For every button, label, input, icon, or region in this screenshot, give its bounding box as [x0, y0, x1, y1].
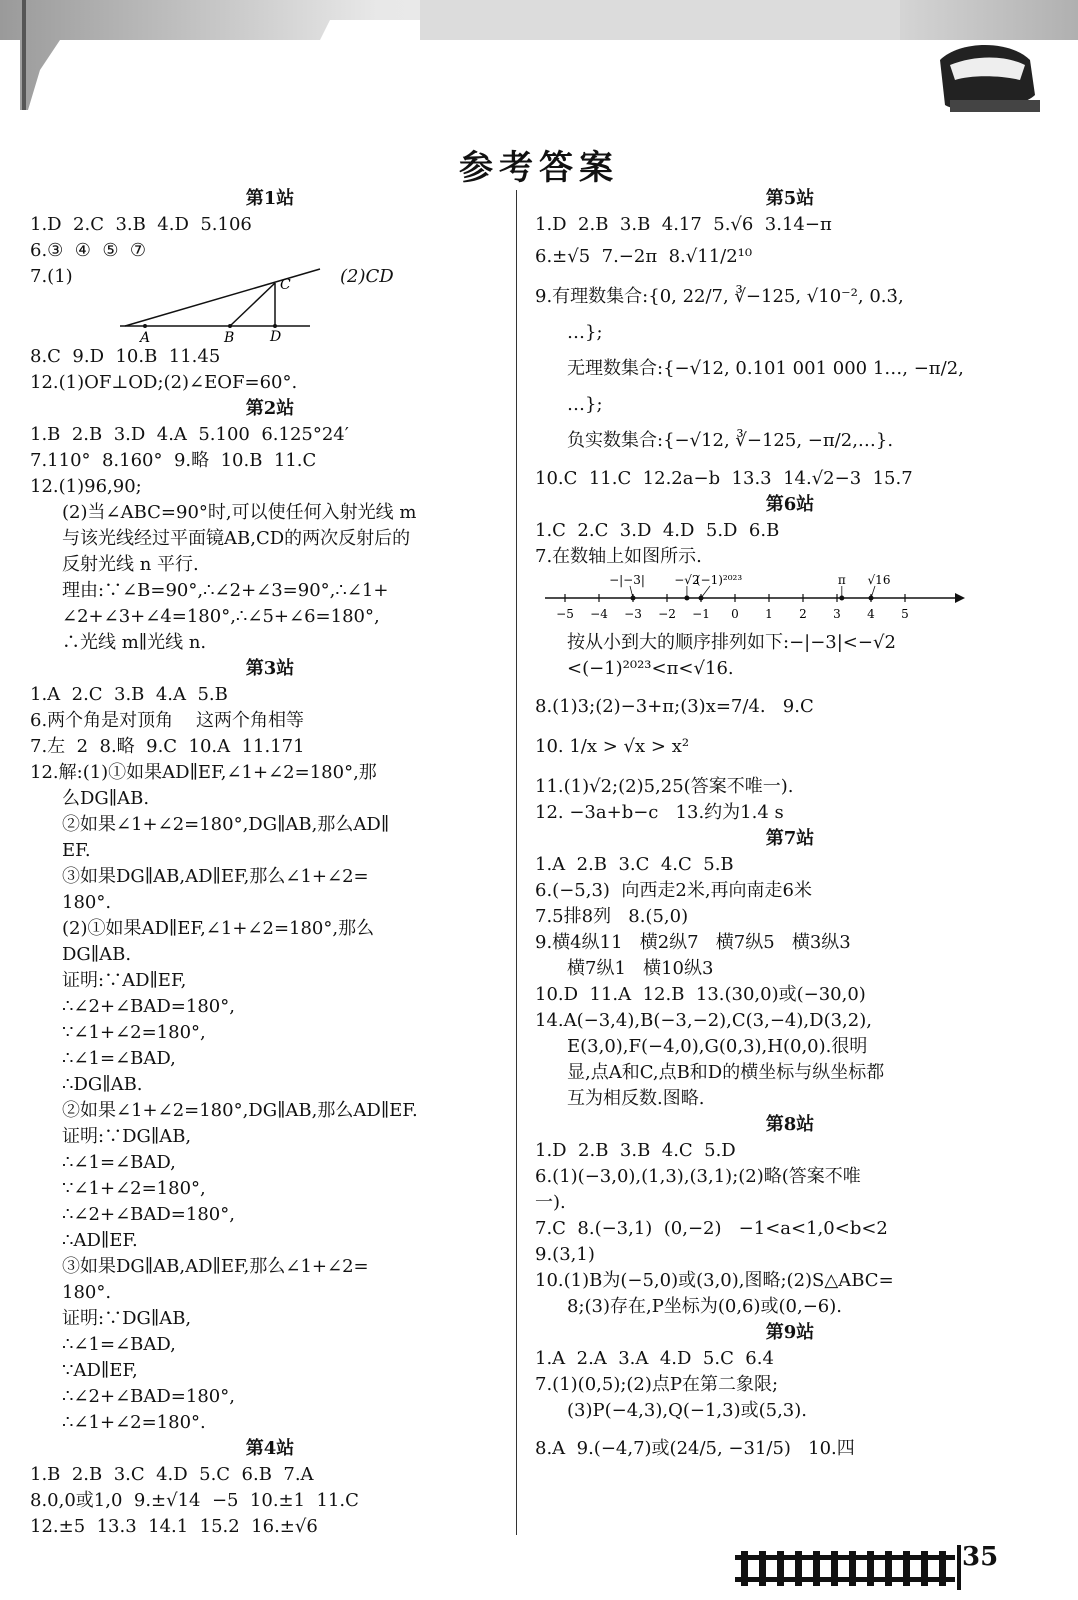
answer-line: ∴∠2+∠BAD=180°,: [62, 996, 235, 1017]
answer-line: …};: [567, 394, 603, 415]
answer-line: ∴∠1=∠BAD,: [62, 1334, 176, 1355]
answer-line: 6.两个角是对顶角 这两个角相等: [30, 710, 305, 731]
answer-line: 9.(3,1): [535, 1244, 595, 1265]
page-number: 35: [962, 1542, 999, 1572]
answer-line: 14.A(−3,4),B(−3,−2),C(3,−4),D(3,2),: [535, 1010, 872, 1031]
tick-label: −4: [590, 607, 608, 621]
answer-line: 按从小到大的顺序排列如下:−|−3|<−√2: [567, 632, 896, 653]
answer-line: 12.解:(1)①如果AD∥EF,∠1+∠2=180°,那: [30, 762, 377, 783]
point-label-d: D: [270, 329, 282, 344]
line-diagram: [110, 264, 410, 344]
answer-line: 11.(1)√2;(2)5,25(答案不唯一).: [535, 776, 794, 797]
answer-line: 180°.: [62, 892, 112, 913]
tick-label: 2: [799, 607, 807, 621]
point-label: π: [837, 573, 846, 587]
tick-label: 3: [833, 607, 841, 621]
answer-line: 无理数集合:{−√12, 0.101 001 000 1…, −π/2,: [567, 358, 964, 379]
tick-label: 4: [867, 607, 875, 621]
tick-label: −5: [556, 607, 574, 621]
answer-line: (2)①如果AD∥EF,∠1+∠2=180°,那么: [62, 918, 375, 939]
point-label-c: C: [280, 277, 291, 293]
answer-line: ∠2+∠3+∠4=180°,∴∠5+∠6=180°,: [62, 606, 380, 627]
left-column: [30, 186, 510, 1540]
answer-line: 1.C 2.C 3.D 4.D 5.D 6.B: [535, 520, 780, 541]
answer-line: 1.A 2.B 3.C 4.C 5.B: [535, 854, 734, 875]
answer-line: 互为相反数.图略.: [567, 1088, 705, 1109]
point-label: −√2: [674, 573, 700, 587]
section-heading: 第1站: [245, 188, 295, 209]
answer-line: 8.A 9.(−4,7)或(24/5, −31/5) 10.四: [535, 1438, 855, 1459]
answer-line: 1.D 2.B 3.B 4.17 5.√6 3.14−π: [535, 214, 832, 235]
tick-label: 5: [901, 607, 909, 621]
answer-line: (2)CD: [340, 266, 394, 287]
answer-line: 12.(1)OF⊥OD;(2)∠EOF=60°.: [30, 372, 298, 393]
answer-line: ∴AD∥EF.: [62, 1230, 138, 1251]
right-column: [535, 186, 1045, 1462]
answer-line: <(−1)²⁰²³<π<√16.: [567, 658, 734, 679]
answer-line: ③如果DG∥AB,AD∥EF,那么∠1+∠2=: [62, 1256, 369, 1277]
answer-line: 反射光线 n 平行.: [62, 554, 199, 575]
answer-line: 180°.: [62, 1282, 112, 1303]
tick-label: 1: [765, 607, 773, 621]
column-divider: [516, 190, 517, 1535]
answer-line: 横7纵1 横10纵3: [567, 958, 714, 979]
point-pointer: [871, 586, 875, 598]
point-pointer: [701, 586, 710, 598]
section-heading: 第4站: [245, 1438, 295, 1459]
answer-line: 12.±5 13.3 14.1 15.2 16.±√6: [30, 1516, 318, 1537]
section-heading: 第9站: [765, 1322, 815, 1343]
answer-line: ∵∠1+∠2=180°,: [62, 1022, 206, 1043]
section-heading: 第6站: [765, 494, 815, 515]
answer-line: ∵AD∥EF,: [62, 1360, 138, 1381]
answer-line: 1.B 2.B 3.D 4.A 5.100 6.125°24′: [30, 424, 349, 445]
answer-line: 与该光线经过平面镜AB,CD的两次反射后的: [62, 528, 411, 549]
answer-line: ②如果∠1+∠2=180°,DG∥AB,那么AD∥: [62, 814, 390, 835]
tick-label: −2: [658, 607, 676, 621]
answer-line: 10.(1)B为(−5,0)或(3,0),图略;(2)S△ABC=: [535, 1270, 894, 1291]
answer-line: 理由:∵∠B=90°,∴∠2+∠3=90°,∴∠1+: [62, 580, 389, 601]
tick-label: 0: [731, 607, 739, 621]
answer-line: 8;(3)存在,P坐标为(0,6)或(0,−6).: [567, 1296, 842, 1317]
point-label-a: A: [140, 330, 151, 344]
answer-line: 7.110° 8.160° 9.略 10.B 11.C: [30, 450, 317, 471]
point-label: −|−3|: [609, 573, 645, 587]
section-heading: 第3站: [245, 658, 295, 679]
answer-line: ②如果∠1+∠2=180°,DG∥AB,那么AD∥EF.: [62, 1100, 418, 1121]
answer-line: 6.±√5 7.−2π 8.√11/2¹⁰: [535, 246, 753, 267]
answer-line: 7.(1): [30, 266, 73, 287]
answer-line: 8.0,0或1,0 9.±√14 −5 10.±1 11.C: [30, 1490, 359, 1511]
answer-line: DG∥AB.: [62, 944, 132, 965]
answer-line: 6.(−5,3) 向西走2米,再向南走6米: [535, 880, 812, 901]
answer-line: 9.横4纵11 横2纵7 横7纵5 横3纵3: [535, 932, 851, 953]
section-heading: 第2站: [245, 398, 295, 419]
answer-line: 12. −3a+b−c 13.约为1.4 s: [535, 802, 784, 823]
answer-line: 12.(1)96,90;: [30, 476, 142, 497]
tick-label: −1: [692, 607, 710, 621]
answer-line: ∴∠1+∠2=180°.: [62, 1412, 206, 1433]
answer-line: 7.左 2 8.略 9.C 10.A 11.171: [30, 736, 305, 757]
answer-line: 1.A 2.A 3.A 4.D 5.C 6.4: [535, 1348, 774, 1369]
number-line: [535, 570, 965, 630]
point-label-b: B: [224, 330, 235, 344]
answer-line: 9.有理数集合:{0, 22/7, ∛−125, √10⁻², 0.3̇,: [535, 286, 904, 307]
answer-line: 一).: [535, 1192, 566, 1213]
header-banner-decoration: [0, 0, 1078, 140]
answer-line: 显,点A和C,点B和D的横坐标与纵坐标都: [567, 1062, 885, 1083]
answer-line: 证明:∵DG∥AB,: [62, 1126, 192, 1147]
answer-line: 1.A 2.C 3.B 4.A 5.B: [30, 684, 228, 705]
answer-line: ∴∠1=∠BAD,: [62, 1152, 176, 1173]
section-heading: 第8站: [765, 1114, 815, 1135]
point-label: √16: [867, 573, 891, 587]
answer-line: ∵∠1+∠2=180°,: [62, 1178, 206, 1199]
answer-line: EF.: [62, 840, 91, 861]
section-heading: 第7站: [765, 828, 815, 849]
answer-line: E(3,0),F(−4,0),G(0,3),H(0,0).很明: [567, 1036, 868, 1057]
answer-line: 6.③ ④ ⑤ ⑦: [30, 240, 147, 261]
answer-line: (3)P(−4,3),Q(−1,3)或(5,3).: [567, 1400, 807, 1421]
answer-line: 8.C 9.D 10.B 11.45: [30, 346, 221, 367]
answer-line: …};: [567, 322, 603, 343]
answer-line: ③如果DG∥AB,AD∥EF,那么∠1+∠2=: [62, 866, 369, 887]
answer-line: 10.C 11.C 12.2a−b 13.3 14.√2−3 15.7: [535, 468, 913, 489]
answer-line: 证明:∵DG∥AB,: [62, 1308, 192, 1329]
answer-line: 1.D 2.C 3.B 4.D 5.106: [30, 214, 252, 235]
answer-line: (2)当∠ABC=90°时,可以使任何入射光线 m: [62, 502, 417, 523]
answer-line: 证明:∵AD∥EF,: [62, 970, 187, 991]
answer-line: 1.D 2.B 3.B 4.C 5.D: [535, 1140, 736, 1161]
answer-line: 8.(1)3;(2)−3+π;(3)x=7/4. 9.C: [535, 696, 814, 717]
answer-line: 7.(1)(0,5);(2)点P在第二象限;: [535, 1374, 779, 1395]
answer-line: 么DG∥AB.: [62, 788, 150, 809]
geometry-figure: [30, 264, 510, 344]
number-line-figure: [535, 570, 1045, 630]
point-label: (−1)²⁰²³: [695, 573, 743, 587]
answer-line: 10. 1/x > √x > x²: [535, 736, 690, 757]
answer-line: 7.C 8.(−3,1) (0,−2) −1<a<1,0<b<2: [535, 1218, 888, 1239]
axis-arrow: [955, 593, 965, 603]
section-heading: 第5站: [765, 188, 815, 209]
page-title: 参考答案: [459, 148, 619, 188]
tick-label: −3: [624, 607, 642, 621]
answer-line: ∴∠1=∠BAD,: [62, 1048, 176, 1069]
answer-line: 7.在数轴上如图所示.: [535, 546, 702, 567]
answer-line: 10.D 11.A 12.B 13.(30,0)或(−30,0): [535, 984, 866, 1005]
answer-line: ∴DG∥AB.: [62, 1074, 143, 1095]
answer-line: 负实数集合:{−√12, ∛−125, −π/2,…}.: [567, 430, 894, 451]
answer-line: ∴∠2+∠BAD=180°,: [62, 1386, 235, 1407]
answer-line: 6.(1)(−3,0),(1,3),(3,1);(2)略(答案不唯: [535, 1166, 861, 1187]
answer-line: 1.B 2.B 3.C 4.D 5.C 6.B 7.A: [30, 1464, 314, 1485]
answer-line: ∴光线 m∥光线 n.: [62, 632, 207, 653]
answer-line: 7.5排8列 8.(5,0): [535, 906, 689, 927]
answer-line: ∴∠2+∠BAD=180°,: [62, 1204, 235, 1225]
